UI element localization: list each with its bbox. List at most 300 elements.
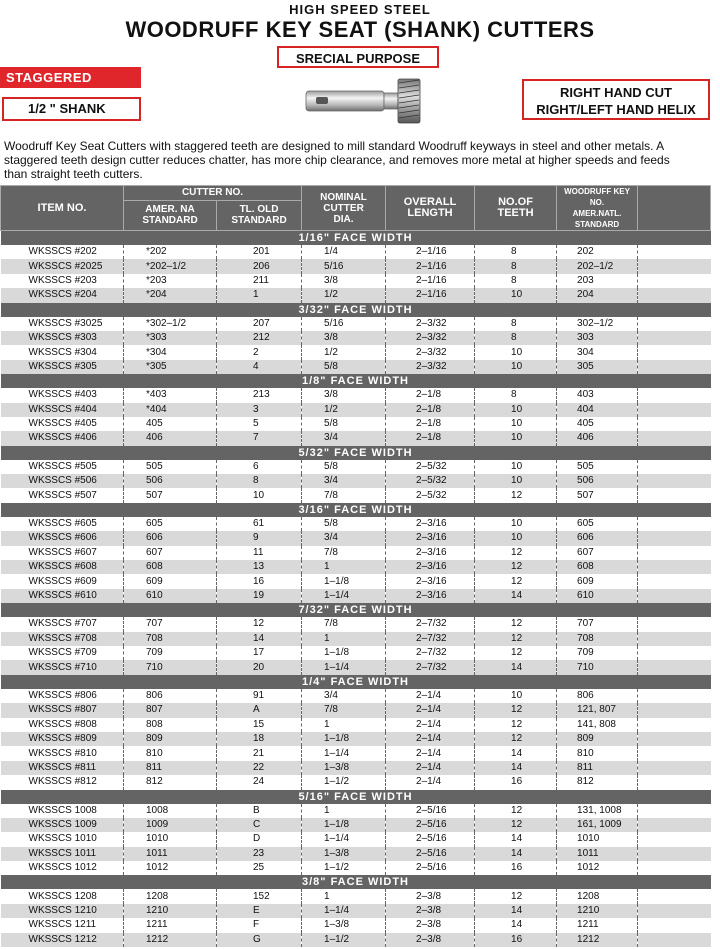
col-woodruff-l3: STANDARD <box>574 220 620 229</box>
section-header <box>1 875 711 889</box>
cell-tl-old: 213 <box>217 388 302 402</box>
cell-woodruff-key: 141, 808 <box>557 718 638 732</box>
cell-item-no: WKSSCS #806 <box>28 689 97 701</box>
cell-teeth: 10 <box>475 403 557 417</box>
section-title: 1/16" FACE WIDTH <box>1 231 711 246</box>
cell-blank <box>638 933 711 947</box>
table-row <box>1 689 711 703</box>
table-row <box>1 904 711 918</box>
table-row <box>1 546 711 560</box>
section-title: 5/16" FACE WIDTH <box>1 790 711 804</box>
cell-nominal-dia: 1 <box>302 804 386 818</box>
col-tl-l1: TL. OLD <box>239 204 279 216</box>
cell-nominal-dia: 1 <box>302 718 386 732</box>
cell-item-no: WKSSCS #610 <box>1 589 124 603</box>
cell-teeth: 14 <box>475 904 557 918</box>
cell-overall-length: 2–3/32 <box>386 345 475 359</box>
cell-amer-standard: 405 <box>124 417 217 431</box>
hand-cut-badge <box>522 79 710 120</box>
cell-tl-old: 5 <box>217 417 302 431</box>
table-row <box>1 918 711 932</box>
cell-tl-old: 17 <box>217 646 302 660</box>
cell-tl-old: 211 <box>217 274 302 288</box>
cell-item-no: WKSSCS #807 <box>1 703 124 717</box>
cell-blank <box>638 345 711 359</box>
cell-tl-old: 20 <box>217 660 302 674</box>
cell-woodruff-key: 606 <box>557 531 638 545</box>
cell-item-no: WKSSCS #507 <box>28 489 97 501</box>
cell-teeth: 12 <box>475 617 557 631</box>
cell-overall-length: 2–3/16 <box>386 546 475 560</box>
cell-nominal-dia: 3/4 <box>302 689 386 703</box>
staggered-teeth-badge: STAGGERED TEETH <box>0 67 141 88</box>
special-purpose-badge: SRECIAL PURPOSE <box>277 46 439 68</box>
cell-woodruff-key: 1011 <box>557 847 638 861</box>
cell-amer-standard: 1009 <box>124 818 217 832</box>
section-title: 5/32" FACE WIDTH <box>1 446 711 460</box>
cell-woodruff-key: 806 <box>557 689 638 703</box>
cell-overall-length: 2–3/16 <box>386 531 475 545</box>
cell-item-no: WKSSCS #505 <box>28 460 97 472</box>
cell-teeth: 12 <box>475 574 557 588</box>
cell-teeth: 8 <box>475 388 557 402</box>
cell-amer-standard: 707 <box>124 617 217 631</box>
hand-cut-line1: RIGHT HAND CUT <box>560 85 672 100</box>
cell-amer-standard: 505 <box>124 460 217 474</box>
cell-teeth: 12 <box>475 632 557 646</box>
cell-item-no: WKSSCS #808 <box>28 718 97 730</box>
cell-nominal-dia: 1–1/4 <box>302 746 386 760</box>
cell-woodruff-key: 203 <box>557 274 638 288</box>
cell-blank <box>638 474 711 488</box>
cell-nominal-dia: 1–1/8 <box>302 818 386 832</box>
cell-blank <box>638 431 711 445</box>
cell-teeth: 14 <box>475 746 557 760</box>
table-row <box>1 632 711 646</box>
cell-teeth: 16 <box>475 861 557 875</box>
cell-tl-old: 13 <box>217 560 302 574</box>
cell-tl-old: 8 <box>217 474 302 488</box>
cell-teeth: 14 <box>475 847 557 861</box>
col-teeth-l1: NO.OF <box>498 196 533 208</box>
cell-item-no: WKSSCS #303 <box>1 331 124 345</box>
cell-nominal-dia: 1–3/8 <box>302 847 386 861</box>
cell-amer-standard: *202–1/2 <box>124 259 217 273</box>
cell-amer-standard: *203 <box>124 274 217 288</box>
cell-nominal-dia: 1/2 <box>302 288 386 302</box>
cell-amer-standard: 1210 <box>124 904 217 918</box>
cell-nominal-dia: 1 <box>302 889 386 903</box>
cell-overall-length: 2–1/4 <box>386 689 475 703</box>
cell-teeth: 10 <box>475 460 557 474</box>
cell-overall-length: 2–7/32 <box>386 617 475 631</box>
product-description: Woodruff Key Seat Cutters with staggered teeth are designed to mill standard Woodruff keyways in steel and other metals. A staggered teeth design cutter reduces chatter, has more chip clearance, and removes more metal at higher speeds and feeds than straight teeth cutters. <box>4 139 670 181</box>
table-row <box>1 718 711 732</box>
col-no-of-teeth <box>475 186 557 231</box>
table-row <box>1 417 711 431</box>
cell-nominal-dia: 3/8 <box>302 274 386 288</box>
cell-overall-length: 2–1/16 <box>386 259 475 273</box>
cell-woodruff-key: 710 <box>557 660 638 674</box>
cell-amer-standard: *204 <box>124 288 217 302</box>
cell-tl-old: 21 <box>217 746 302 760</box>
cell-woodruff-key: 131, 1008 <box>557 804 638 818</box>
cell-woodruff-key: 403 <box>557 388 638 402</box>
cell-item-no: WKSSCS 1208 <box>28 890 97 902</box>
cell-nominal-dia: 5/8 <box>302 360 386 374</box>
cell-tl-old: 24 <box>217 775 302 789</box>
section-header <box>1 446 711 460</box>
table-row <box>1 531 711 545</box>
cell-woodruff-key: 304 <box>557 345 638 359</box>
cell-tl-old: 7 <box>217 431 302 445</box>
cell-item-no: WKSSCS #204 <box>1 288 124 302</box>
cell-teeth: 12 <box>475 732 557 746</box>
col-overall-l2: LENGTH <box>407 207 453 219</box>
table-row <box>1 317 711 331</box>
table-row <box>1 660 711 674</box>
cell-tl-old: C <box>217 818 302 832</box>
section-header <box>1 790 711 804</box>
cell-teeth: 10 <box>475 474 557 488</box>
cell-tl-old: 25 <box>217 861 302 875</box>
cell-teeth: 8 <box>475 259 557 273</box>
cell-tl-old: 23 <box>217 847 302 861</box>
cell-blank <box>638 317 711 331</box>
cell-amer-standard: 710 <box>124 660 217 674</box>
col-woodruff-l2: AMER.NATL. <box>572 209 622 218</box>
cell-overall-length: 2–1/8 <box>386 431 475 445</box>
cell-nominal-dia: 1/2 <box>302 345 386 359</box>
cell-nominal-dia: 1–1/4 <box>302 904 386 918</box>
cell-tl-old: 11 <box>217 546 302 560</box>
cell-blank <box>638 460 711 474</box>
cell-teeth: 12 <box>475 889 557 903</box>
cell-woodruff-key: 708 <box>557 632 638 646</box>
table-row <box>1 474 711 488</box>
cutter-spec-table <box>0 185 711 947</box>
cell-item-no: WKSSCS #607 <box>28 546 97 558</box>
cell-overall-length: 2–3/32 <box>386 331 475 345</box>
cell-amer-standard: 709 <box>124 646 217 660</box>
cell-teeth: 16 <box>475 933 557 947</box>
cell-blank <box>638 360 711 374</box>
col-nominal-l1: NOMINAL <box>320 191 367 203</box>
section-header <box>1 303 711 317</box>
cell-nominal-dia: 5/16 <box>302 259 386 273</box>
cell-woodruff-key: 506 <box>557 474 638 488</box>
cell-nominal-dia: 3/4 <box>302 474 386 488</box>
cell-blank <box>638 918 711 932</box>
table-row <box>1 574 711 588</box>
table-row <box>1 818 711 832</box>
cell-item-no: WKSSCS #3025 <box>28 317 103 329</box>
cell-teeth: 10 <box>475 345 557 359</box>
cell-item-no: WKSSCS #405 <box>28 418 97 430</box>
cell-teeth: 8 <box>475 317 557 331</box>
cell-blank <box>638 847 711 861</box>
cell-nominal-dia: 7/8 <box>302 488 386 502</box>
cell-overall-length: 2–1/8 <box>386 388 475 402</box>
cell-tl-old: 91 <box>217 689 302 703</box>
subtitle-material: HIGH SPEED STEEL <box>289 2 431 17</box>
table-row <box>1 761 711 775</box>
cell-overall-length: 2–3/16 <box>386 574 475 588</box>
cell-blank <box>638 517 711 531</box>
cell-nominal-dia: 7/8 <box>302 546 386 560</box>
table-row <box>1 274 711 288</box>
cell-item-no: WKSSCS #710 <box>1 660 124 674</box>
cell-overall-length: 2–7/32 <box>386 646 475 660</box>
cell-tl-old: 10 <box>217 488 302 502</box>
table-row <box>1 388 711 402</box>
cell-blank <box>638 617 711 631</box>
cell-overall-length: 2–3/16 <box>386 517 475 531</box>
cell-overall-length: 2–1/16 <box>386 274 475 288</box>
cell-nominal-dia: 1–3/8 <box>302 761 386 775</box>
shank-size-badge: 1/2 " SHANK <box>2 97 141 121</box>
cell-amer-standard: 809 <box>124 732 217 746</box>
cell-amer-standard: *404 <box>124 403 217 417</box>
table-row <box>1 832 711 846</box>
cell-item-no: WKSSCS 1210 <box>1 904 124 918</box>
col-nominal-l2: CUTTER <box>323 202 364 214</box>
cell-amer-standard: 406 <box>124 431 217 445</box>
cell-teeth: 14 <box>475 660 557 674</box>
cell-nominal-dia: 1–1/8 <box>302 732 386 746</box>
cell-overall-length: 2–7/32 <box>386 632 475 646</box>
section-title: 3/32" FACE WIDTH <box>1 303 711 317</box>
col-overall-l1: OVERALL <box>403 196 457 208</box>
cell-blank <box>638 288 711 302</box>
cell-tl-old: 19 <box>217 589 302 603</box>
cell-amer-standard: 1010 <box>124 832 217 846</box>
cell-overall-length: 2–1/16 <box>386 245 475 259</box>
cell-overall-length: 2–1/4 <box>386 761 475 775</box>
cell-amer-standard: *305 <box>124 360 217 374</box>
cell-overall-length: 2–3/8 <box>386 889 475 903</box>
cell-amer-standard: 506 <box>124 474 217 488</box>
table-row <box>1 517 711 531</box>
cell-overall-length: 2–5/16 <box>386 804 475 818</box>
cell-teeth: 12 <box>475 804 557 818</box>
cell-tl-old: 201 <box>217 245 302 259</box>
table-row <box>1 933 711 947</box>
section-header <box>1 231 711 246</box>
cell-woodruff-key: 405 <box>557 417 638 431</box>
cell-teeth: 10 <box>475 431 557 445</box>
table-row <box>1 288 711 302</box>
cell-blank <box>638 403 711 417</box>
col-amer-l2: STANDARD <box>142 215 198 227</box>
cell-nominal-dia: 1/2 <box>302 403 386 417</box>
cell-item-no: WKSSCS #506 <box>1 474 124 488</box>
cell-teeth: 12 <box>475 646 557 660</box>
col-amer-standard <box>124 200 217 230</box>
table-row <box>1 460 711 474</box>
cell-tl-old: 1 <box>217 288 302 302</box>
cell-blank <box>638 546 711 560</box>
cell-amer-standard: 708 <box>124 632 217 646</box>
col-woodruff-l1: WOODRUFF KEY NO. <box>564 187 630 207</box>
cell-item-no: WKSSCS #606 <box>1 531 124 545</box>
cell-nominal-dia: 5/16 <box>302 317 386 331</box>
cell-woodruff-key: 811 <box>557 761 638 775</box>
cell-teeth: 14 <box>475 761 557 775</box>
section-title: 7/32" FACE WIDTH <box>1 603 711 617</box>
cell-tl-old: 152 <box>217 889 302 903</box>
cell-overall-length: 2–1/8 <box>386 403 475 417</box>
cell-nominal-dia: 1 <box>302 560 386 574</box>
cell-blank <box>638 703 711 717</box>
table-row <box>1 360 711 374</box>
cell-woodruff-key: 1210 <box>557 904 638 918</box>
cell-item-no: WKSSCS #305 <box>1 360 124 374</box>
col-cutter-no: CUTTER NO. <box>124 186 302 201</box>
cell-overall-length: 2–3/8 <box>386 904 475 918</box>
cell-woodruff-key: 507 <box>557 488 638 502</box>
cell-blank <box>638 689 711 703</box>
cell-blank <box>638 388 711 402</box>
cell-woodruff-key: 202 <box>557 245 638 259</box>
cell-woodruff-key: 605 <box>557 517 638 531</box>
cell-amer-standard: 609 <box>124 574 217 588</box>
cell-blank <box>638 574 711 588</box>
cell-overall-length: 2–3/8 <box>386 918 475 932</box>
cell-item-no: WKSSCS #708 <box>1 632 124 646</box>
cell-overall-length: 2–5/32 <box>386 460 475 474</box>
col-nominal-l3: DIA. <box>333 213 354 225</box>
cell-nominal-dia: 1–1/2 <box>302 861 386 875</box>
table-row <box>1 431 711 445</box>
cell-amer-standard: 1208 <box>124 889 217 903</box>
cell-blank <box>638 589 711 603</box>
section-header <box>1 374 711 388</box>
cell-overall-length: 2–1/16 <box>386 288 475 302</box>
cell-amer-standard: *303 <box>124 331 217 345</box>
cell-blank <box>638 904 711 918</box>
cell-nominal-dia: 7/8 <box>302 703 386 717</box>
cell-tl-old: 16 <box>217 574 302 588</box>
cell-amer-standard: 806 <box>124 689 217 703</box>
cell-teeth: 14 <box>475 589 557 603</box>
cell-nominal-dia: 1–1/8 <box>302 646 386 660</box>
cell-tl-old: 207 <box>217 317 302 331</box>
cell-overall-length: 2–1/4 <box>386 746 475 760</box>
col-amer-l1: AMER. NA <box>145 204 195 216</box>
col-nominal-dia <box>302 186 386 231</box>
col-tl-old-standard <box>217 200 302 230</box>
cell-tl-old: 3 <box>217 403 302 417</box>
cell-tl-old: E <box>217 904 302 918</box>
col-teeth-l2: TEETH <box>497 207 534 219</box>
table-row <box>1 732 711 746</box>
cell-item-no: WKSSCS #2025 <box>1 259 124 273</box>
cell-amer-standard: 812 <box>124 775 217 789</box>
cell-teeth: 12 <box>475 718 557 732</box>
cell-nominal-dia: 1 <box>302 632 386 646</box>
cell-tl-old: 22 <box>217 761 302 775</box>
cell-blank <box>638 660 711 674</box>
section-title: 3/8" FACE WIDTH <box>1 875 711 889</box>
cell-amer-standard: 608 <box>124 560 217 574</box>
cell-nominal-dia: 3/4 <box>302 531 386 545</box>
cell-tl-old: 206 <box>217 259 302 273</box>
section-title: 1/4" FACE WIDTH <box>1 675 711 689</box>
cell-item-no: WKSSCS 1008 <box>28 804 97 816</box>
cell-amer-standard: 605 <box>124 517 217 531</box>
cell-woodruff-key: 809 <box>557 732 638 746</box>
cell-overall-length: 2–5/16 <box>386 818 475 832</box>
cell-amer-standard: 1011 <box>124 847 217 861</box>
table-row <box>1 245 711 259</box>
cell-tl-old: 12 <box>217 617 302 631</box>
cell-nominal-dia: 1–1/2 <box>302 933 386 947</box>
cell-blank <box>638 331 711 345</box>
cell-woodruff-key: 1211 <box>557 918 638 932</box>
cell-nominal-dia: 3/8 <box>302 388 386 402</box>
cell-nominal-dia: 1/4 <box>302 245 386 259</box>
cell-blank <box>638 531 711 545</box>
section-header <box>1 503 711 517</box>
cell-tl-old: 18 <box>217 732 302 746</box>
cell-tl-old: 9 <box>217 531 302 545</box>
cell-tl-old: 15 <box>217 718 302 732</box>
cell-overall-length: 2–5/32 <box>386 474 475 488</box>
cell-tl-old: G <box>217 933 302 947</box>
cell-woodruff-key: 1212 <box>557 933 638 947</box>
cell-overall-length: 2–3/8 <box>386 933 475 947</box>
table-row <box>1 331 711 345</box>
cell-amer-standard: 507 <box>124 488 217 502</box>
cell-woodruff-key: 302–1/2 <box>557 317 638 331</box>
cell-amer-standard: *202 <box>124 245 217 259</box>
section-title: 3/16" FACE WIDTH <box>1 503 711 517</box>
cell-item-no: WKSSCS 1212 <box>1 933 124 947</box>
cutter-table-body <box>1 231 711 948</box>
cell-item-no: WKSSCS #404 <box>1 403 124 417</box>
page-title: WOODRUFF KEY SEAT (SHANK) CUTTERS <box>125 17 595 42</box>
cell-teeth: 10 <box>475 417 557 431</box>
cell-nominal-dia: 1–1/4 <box>302 832 386 846</box>
col-woodruff-key <box>557 186 638 231</box>
cell-item-no: WKSSCS #709 <box>28 647 97 659</box>
cell-overall-length: 2–3/16 <box>386 589 475 603</box>
cell-overall-length: 2–1/4 <box>386 775 475 789</box>
section-title: 1/8" FACE WIDTH <box>1 374 711 388</box>
cell-item-no: WKSSCS #609 <box>28 575 97 587</box>
cell-teeth: 10 <box>475 531 557 545</box>
col-tl-l2: STANDARD <box>231 215 287 227</box>
cell-amer-standard: 607 <box>124 546 217 560</box>
cell-nominal-dia: 1–3/8 <box>302 918 386 932</box>
cell-woodruff-key: 121, 807 <box>557 703 638 717</box>
hand-cut-line2: RIGHT/LEFT HAND HELIX <box>536 102 696 117</box>
cell-item-no: WKSSCS #707 <box>28 618 97 630</box>
cell-woodruff-key: 709 <box>557 646 638 660</box>
cell-woodruff-key: 404 <box>557 403 638 417</box>
cell-woodruff-key: 303 <box>557 331 638 345</box>
table-row <box>1 345 711 359</box>
cell-tl-old: 4 <box>217 360 302 374</box>
cell-tl-old: D <box>217 832 302 846</box>
cell-woodruff-key: 610 <box>557 589 638 603</box>
cell-item-no: WKSSCS #810 <box>28 747 97 759</box>
cell-woodruff-key: 202–1/2 <box>557 259 638 273</box>
cell-blank <box>638 861 711 875</box>
cell-teeth: 12 <box>475 546 557 560</box>
cell-item-no: WKSSCS #304 <box>28 346 97 358</box>
